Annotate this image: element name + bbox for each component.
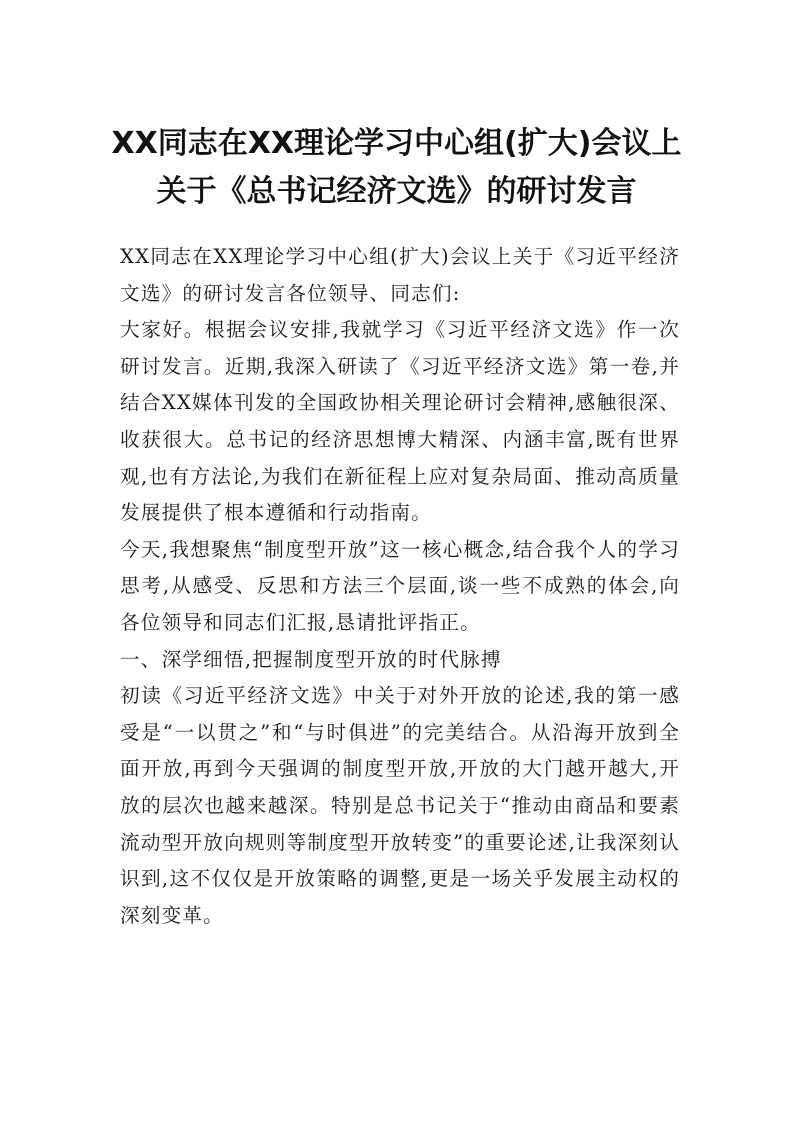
document-body bbox=[120, 239, 680, 934]
body-paragraph-focus: 今天,我想聚焦“制度型开放”这一核心概念,结合我个人的学习思考,从感受、反思和方法三个层面,谈一些不成熟的体会,向各位领导和同志们汇报,恳请批评指正。 bbox=[120, 537, 680, 634]
body-paragraph-section-1: 初读《习近平经济文选》中关于对外开放的论述,我的第一感受是“一以贯之”和“与时俱进”的完美结合。从沿海开放到全面开放,再到今天强调的制度型开放,开放的大门越开越大,开放的层次也越来越深。特别是总书记关于“推动由商品和要素流动型开放向规则等制度型开放转变”的重要论述,让我深刻认识到,这不仅仅是开放策略的调整,更是一场关乎发展主动权的深刻变革。 bbox=[120, 684, 680, 927]
body-paragraph-opening: XX同志在XX理论学习中心组(扩大)会议上关于《习近平经济文选》的研讨发言各位领导、同志们: bbox=[120, 245, 680, 305]
document-title-line-1: XX同志在XX理论学习中心组(扩大)会议上 bbox=[111, 126, 682, 161]
document-title-line-2: 关于《总书记经济文选》的研讨发言 bbox=[156, 174, 637, 209]
body-paragraph-greeting: 大家好。根据会议安排,我就学习《习近平经济文选》作一次研讨发言。近期,我深入研读了《习近平经济文选》第一卷,并结合XX媒体刊发的全国政协相关理论研讨会精神,感触很深、收获很大。总书记的经济思想博大精深、内涵丰富,既有世界观,也有方法论,为我们在新征程上应对复杂局面、推动高质量发展提供了根本遵循和行动指南。 bbox=[120, 318, 680, 525]
section-heading-1: 一、深学细悟,把握制度型开放的时代脉搏 bbox=[120, 647, 502, 671]
